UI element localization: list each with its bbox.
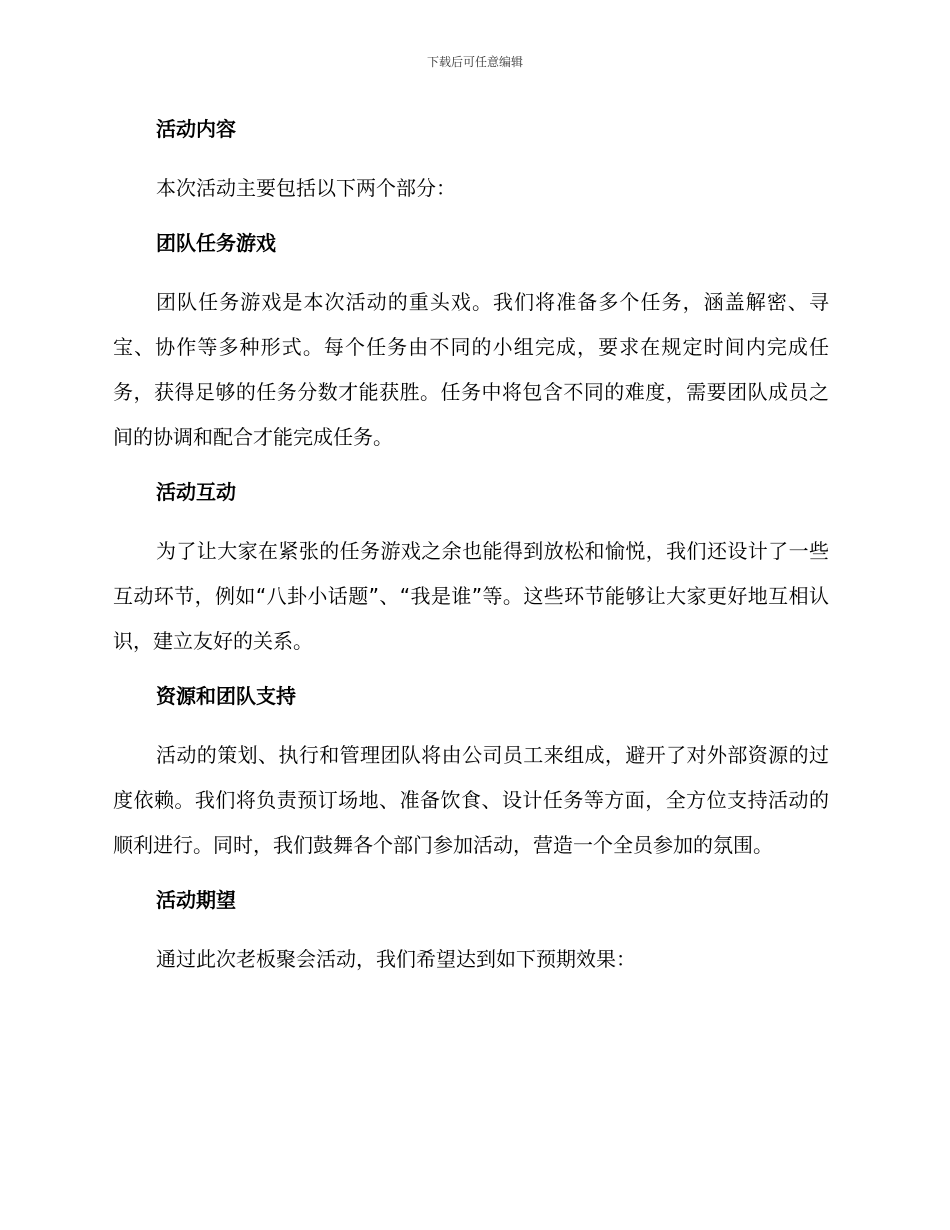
section-paragraph-activity-interaction: 为了让大家在紧张的任务游戏之余也能得到放松和愉悦，我们还设计了一些互动环节，例如“八卦小话题”、“我是谁”等。这些环节能够让大家更好地互相认识，建立友好的关系。 — [113, 539, 829, 653]
section-heading-resources-support: 资源和团队支持 — [156, 684, 296, 708]
section-paragraph-activity-expectations: 通过此次老板聚会活动，我们希望达到如下预期效果： — [156, 947, 636, 971]
section-paragraph-activity-content: 本次活动主要包括以下两个部分： — [156, 176, 456, 200]
section-heading-activity-interaction: 活动互动 — [156, 480, 236, 504]
document-body — [113, 109, 829, 994]
page-header-note: 下载后可任意编辑 — [426, 55, 523, 69]
section-paragraph-team-task-game: 团队任务游戏是本次活动的重头戏。我们将准备多个任务，涵盖解密、寻宝、协作等多种形式。每个任务由不同的小组完成，要求在规定时间内完成任务，获得足够的任务分数才能获胜。任务中将包含不同的难度，需要团队成员之间的协调和配合才能完成任务。 — [113, 290, 829, 449]
section-heading-team-task-game: 团队任务游戏 — [156, 231, 276, 255]
section-heading-activity-expectations: 活动期望 — [156, 888, 236, 912]
section-heading-activity-content: 活动内容 — [156, 117, 236, 141]
section-paragraph-resources-support: 活动的策划、执行和管理团队将由公司员工来组成，避开了对外部资源的过度依赖。我们将负责预订场地、准备饮食、设计任务等方面，全方位支持活动的顺利进行。同时，我们鼓舞各个部门参加活动，营造一个全员参加的氛围。 — [113, 743, 829, 857]
